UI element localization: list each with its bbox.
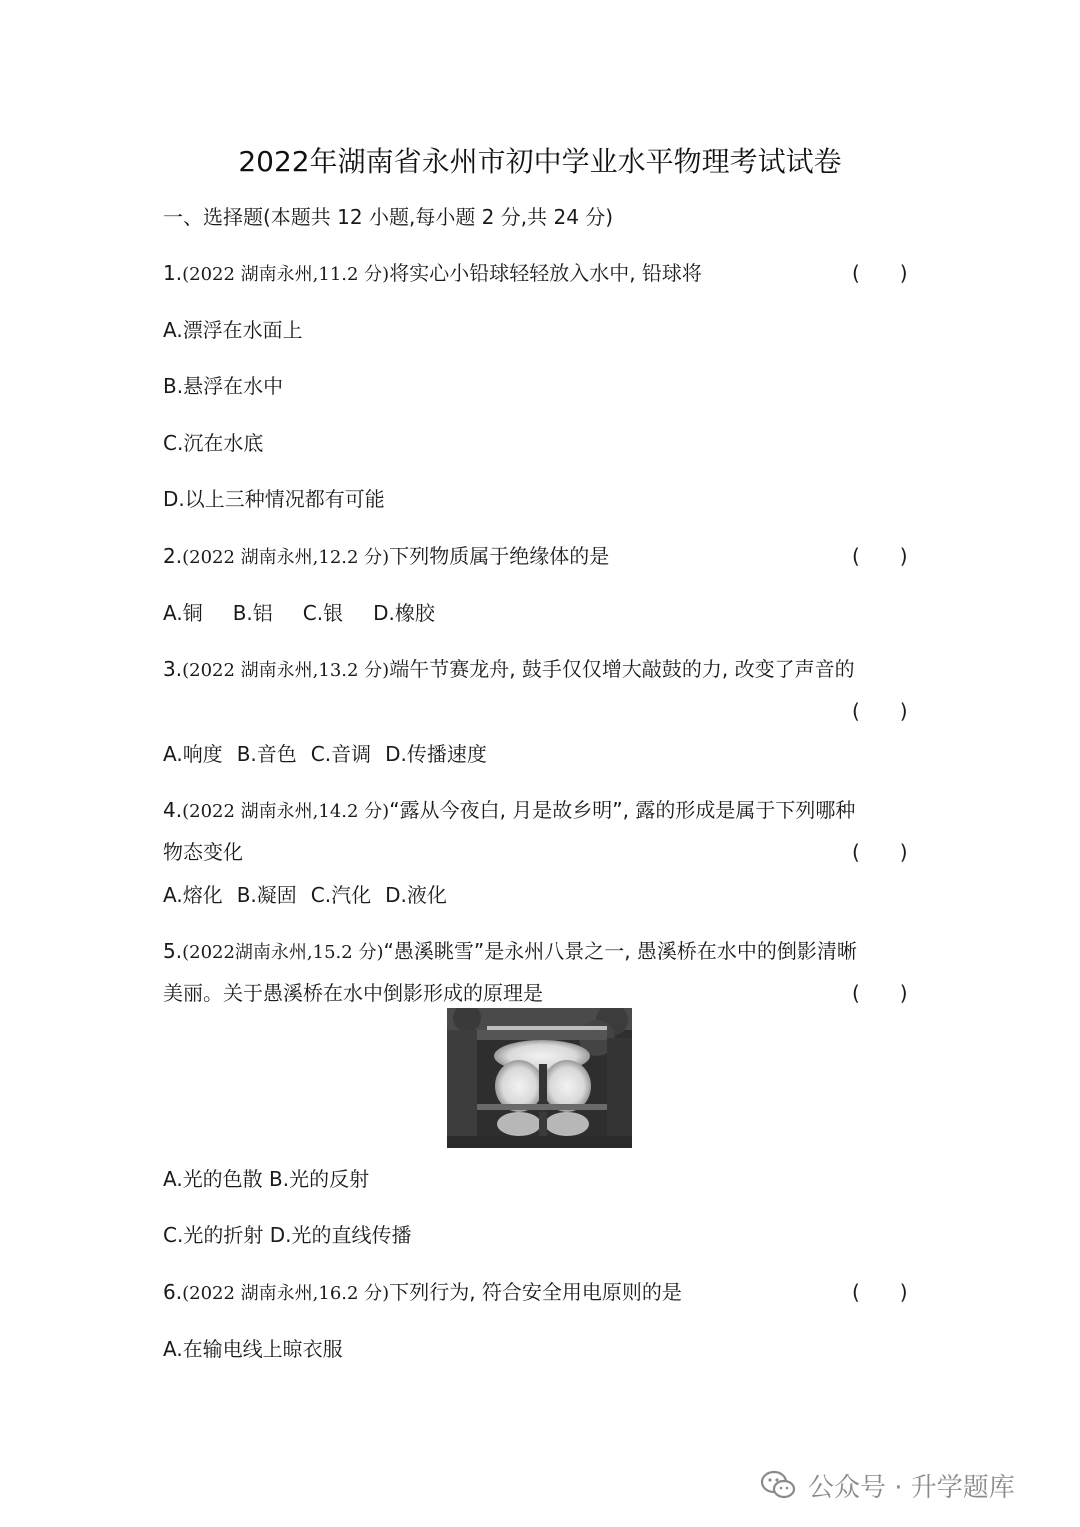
option-d: D.以上三种情况都有可能 [163, 487, 385, 511]
question-text: “露从今夜白, 月是故乡明”, 露的形成是属于下列哪种 [389, 798, 856, 822]
bridge-reflection-photo [447, 1008, 632, 1148]
option-a: A.漂浮在水面上 [163, 318, 303, 342]
question-number: 6. [163, 1280, 183, 1304]
question-3-options [163, 740, 501, 768]
option-b: B.凝固 [236, 883, 297, 907]
question-source: (2022 湖南永州,12.2 分) [182, 547, 390, 568]
option-a: A.光的色散 [163, 1167, 263, 1191]
question-4-options [163, 881, 461, 909]
option-c: C.沉在水底 [163, 431, 264, 455]
question-6-stem [163, 1278, 682, 1308]
answer-blank: ( ) [852, 699, 908, 723]
option-a: A.响度 [163, 742, 223, 766]
option-c: C.汽化 [310, 883, 372, 907]
question-number: 4. [163, 798, 183, 822]
question-number: 3. [163, 657, 183, 681]
question-text: 将实心小铅球轻轻放入水中, 铅球将 [389, 261, 702, 285]
question-4-stem-cont: 物态变化 [163, 840, 243, 864]
question-3-stem [163, 655, 855, 685]
question-text: 端午节赛龙舟, 鼓手仅仅增大敲鼓的力, 改变了声音的 [389, 657, 855, 681]
option-a: A.在输电线上晾衣服 [163, 1337, 343, 1361]
answer-blank: ( ) [852, 1280, 908, 1304]
watermark [760, 1465, 1015, 1505]
question-source: (2022 湖南永州,11.2 分) [182, 264, 390, 285]
answer-blank: ( ) [852, 261, 908, 285]
option-b: B.光的反射 [269, 1167, 370, 1191]
question-source: (2022 湖南永州,14.2 分) [182, 801, 390, 822]
option-d: D.传播速度 [385, 742, 487, 766]
question-source: (2022湖南永州,15.2 分) [182, 942, 384, 963]
option-a: A.铜 [163, 601, 203, 625]
question-5-stem [163, 937, 857, 967]
option-d: D.光的直线传播 [269, 1223, 412, 1247]
question-1-stem [163, 259, 702, 289]
question-4-stem [163, 796, 855, 826]
option-d: D.液化 [385, 883, 447, 907]
option-c: C.光的折射 [163, 1223, 264, 1247]
question-5-options-row2 [163, 1221, 411, 1249]
watermark-text: 公众号 · 升学题库 [808, 1472, 1015, 1503]
section-heading: 一、选择题(本题共 12 小题,每小题 2 分,共 24 分) [163, 205, 614, 229]
option-b: B.音色 [236, 742, 297, 766]
question-2-options [163, 599, 465, 627]
option-d: D.橡胶 [373, 601, 435, 625]
option-b: B.铝 [232, 601, 273, 625]
question-2-stem [163, 542, 609, 572]
option-b: B.悬浮在水中 [163, 374, 284, 398]
answer-blank: ( ) [852, 981, 908, 1005]
question-number: 2. [163, 544, 183, 568]
question-5-options-row1 [163, 1165, 369, 1193]
option-c: C.银 [302, 601, 344, 625]
question-5-stem-cont: 美丽。关于愚溪桥在水中倒影形成的原理是 [163, 981, 543, 1005]
page-title: 2022年湖南省永州市初中学业水平物理考试试卷 [238, 145, 842, 178]
question-source: (2022 湖南永州,13.2 分) [182, 660, 390, 681]
wechat-icon [760, 1470, 796, 1500]
bridge-photo-illustration [447, 1008, 632, 1148]
question-text: “愚溪眺雪”是永州八景之一, 愚溪桥在水中的倒影清晰 [383, 939, 857, 963]
answer-blank: ( ) [852, 840, 908, 864]
answer-blank: ( ) [852, 544, 908, 568]
question-source: (2022 湖南永州,16.2 分) [182, 1283, 390, 1304]
option-c: C.音调 [310, 742, 372, 766]
question-text: 下列物质属于绝缘体的是 [389, 544, 610, 568]
question-number: 1. [163, 261, 183, 285]
question-text: 下列行为, 符合安全用电原则的是 [389, 1280, 682, 1304]
option-a: A.熔化 [163, 883, 223, 907]
question-number: 5. [163, 939, 183, 963]
